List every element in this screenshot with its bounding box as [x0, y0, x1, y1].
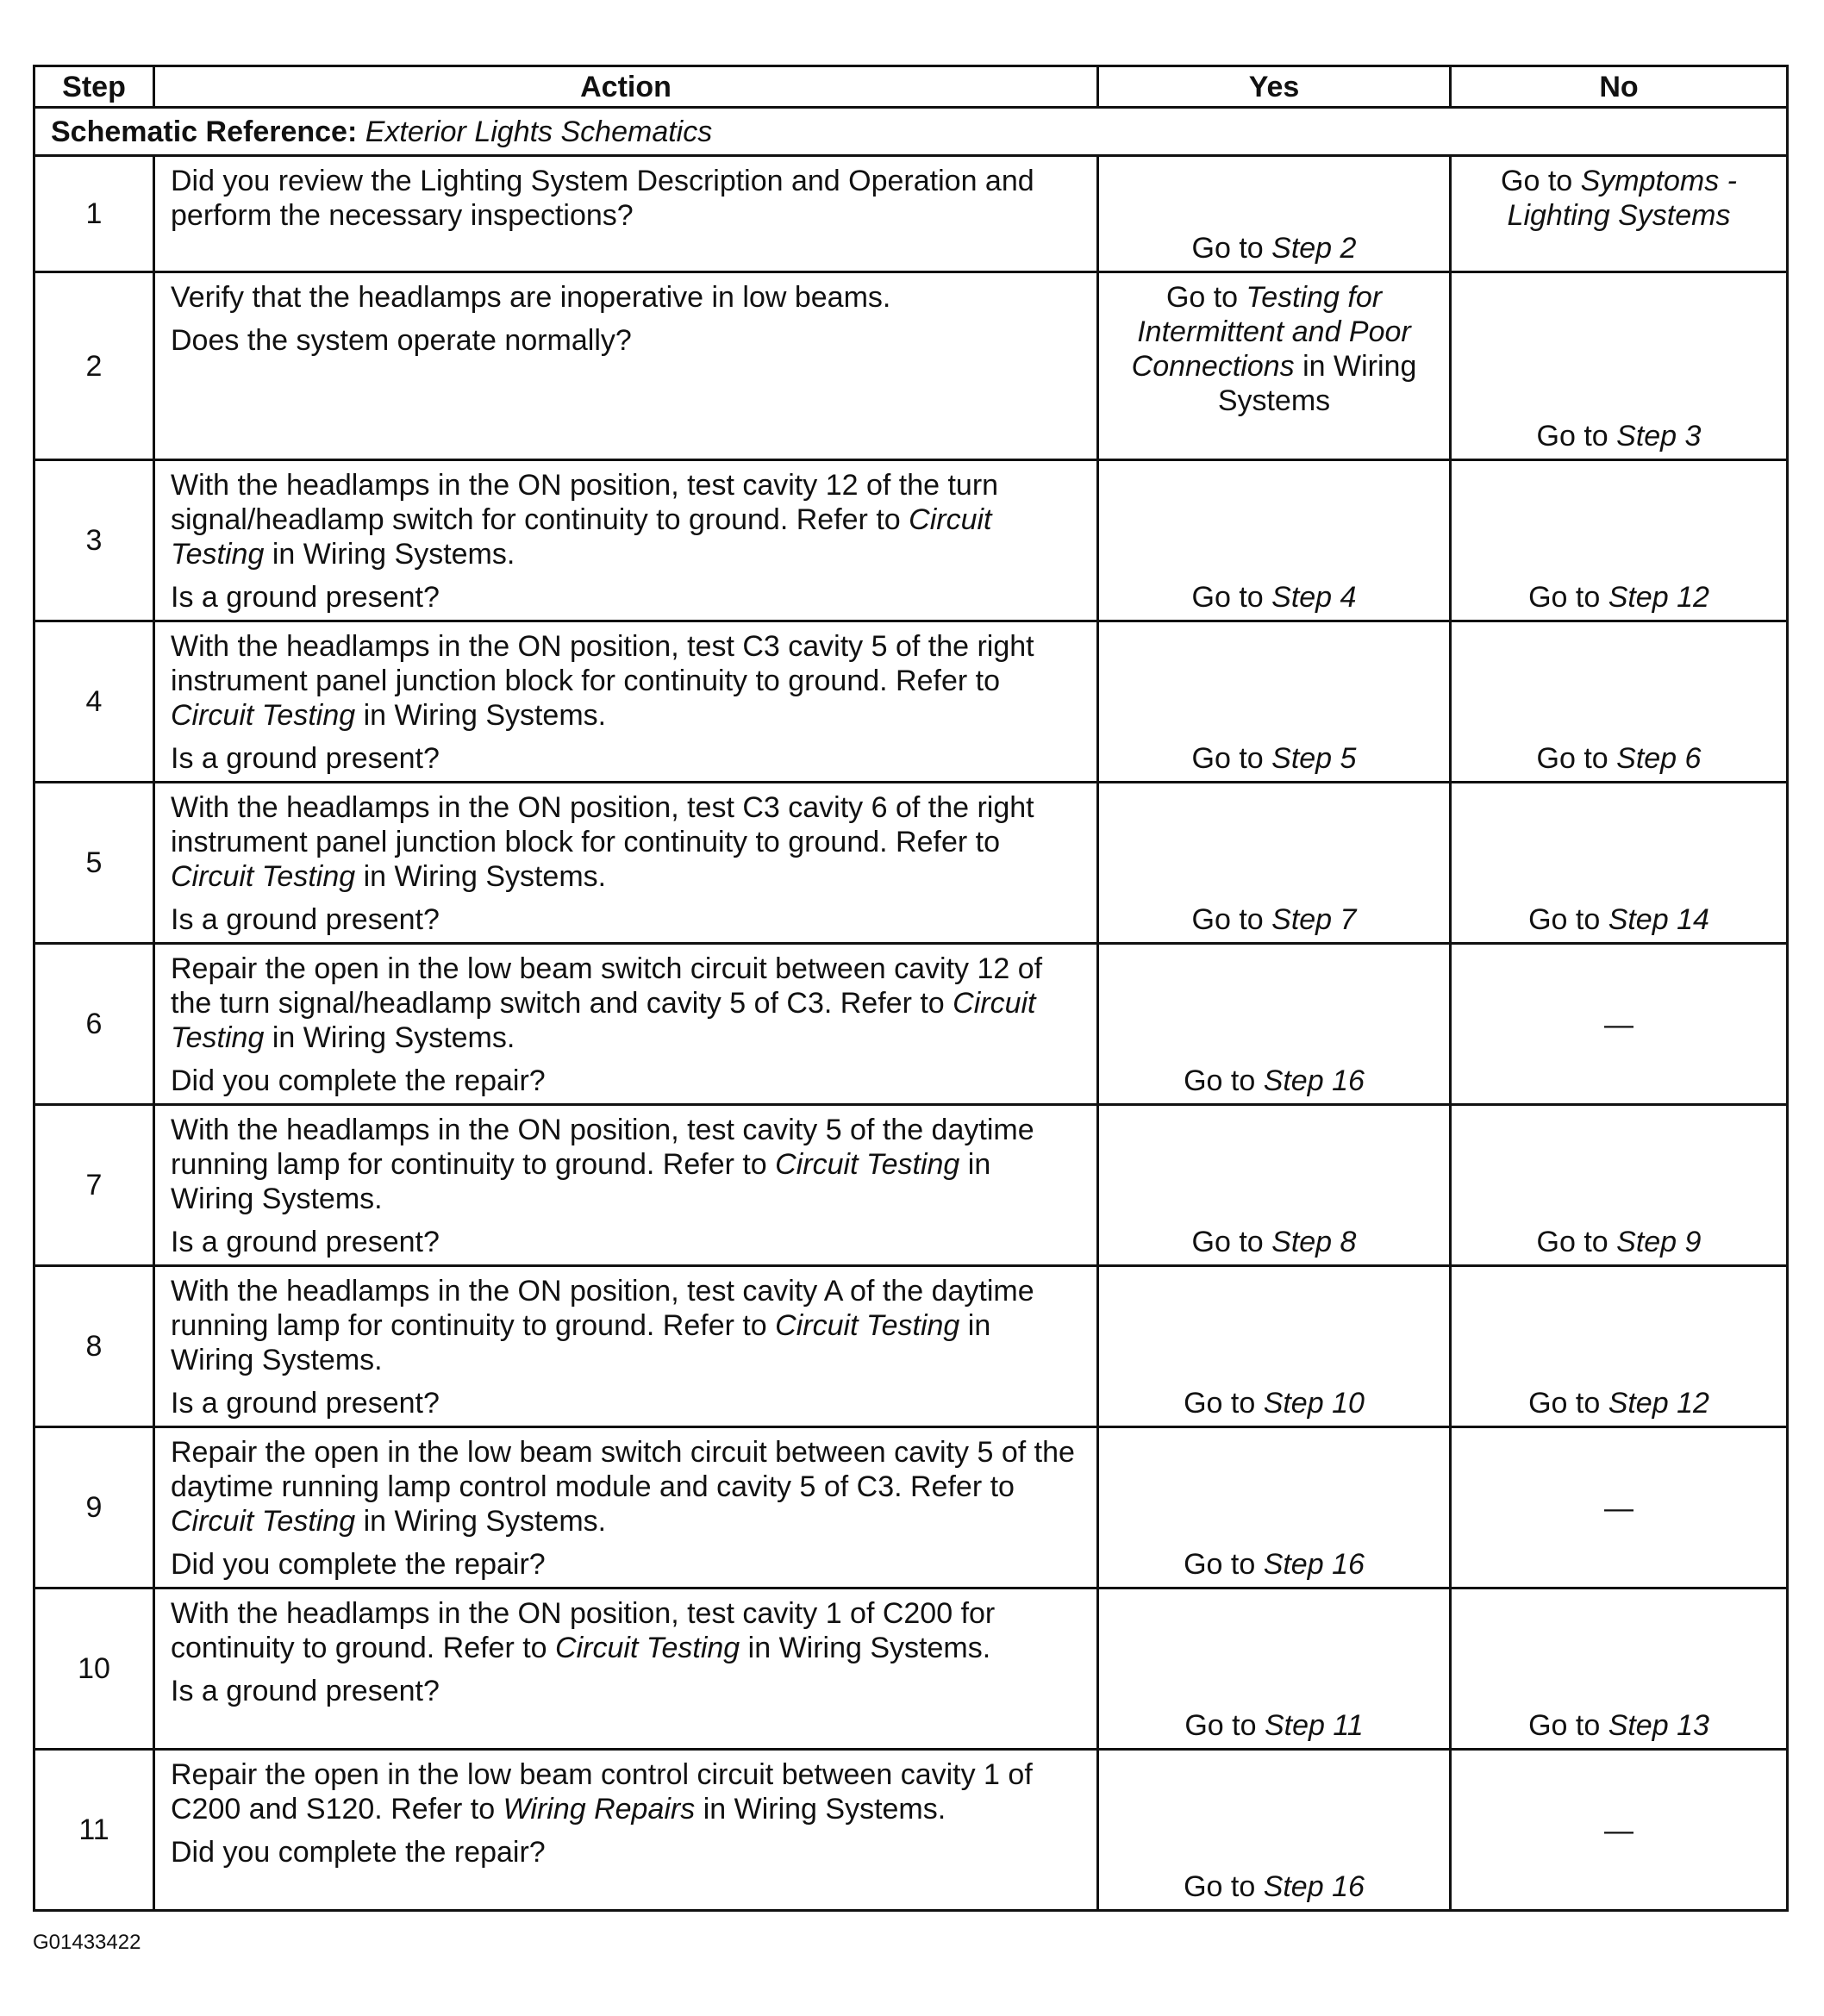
action-question	[171, 1674, 1081, 1708]
text-run: Is a ground present?	[171, 742, 440, 775]
header-yes: Yes	[1098, 66, 1451, 108]
action-cell	[154, 1427, 1098, 1588]
action-cell	[154, 944, 1098, 1105]
text-run: in Wiring Systems.	[355, 860, 607, 893]
text-run: Circuit Testing	[171, 860, 356, 893]
schematic-reference-value: Exterior Lights Schematics	[365, 115, 713, 148]
no-result	[1451, 783, 1788, 944]
text-run: Step 16	[1263, 1064, 1365, 1097]
text-run: Step 14	[1608, 903, 1709, 936]
text-run: Go to	[1191, 742, 1272, 775]
action-cell	[154, 1105, 1098, 1266]
step-row	[34, 783, 1788, 944]
action-text	[171, 629, 1081, 733]
text-run: Circuit Testing	[775, 1309, 960, 1342]
no-result	[1451, 460, 1788, 621]
text-run: With the headlamps in the ON position, test cavity A of the daytime running lamp for continuity to ground. Refer to	[171, 1275, 1034, 1342]
yes-result	[1098, 1266, 1451, 1427]
text-run: in Wiring Systems.	[264, 538, 515, 571]
text-run: With the headlamps in the ON position, test cavity 12 of the turn signal/headlamp switch for continuity to ground. Refer to	[171, 469, 999, 536]
text-run: Did you review the Lighting System Description and Operation and perform the necessary inspections?	[171, 165, 1034, 232]
text-run: Go to	[1528, 1387, 1608, 1420]
text-run: in Wiring Systems.	[695, 1793, 946, 1826]
text-run: Repair the open in the low beam control circuit between cavity 1 of C200 and S120. Refer to	[171, 1758, 1033, 1826]
text-run: Go to	[1536, 420, 1617, 453]
action-question	[171, 902, 1081, 937]
text-run: Go to	[1184, 1870, 1264, 1903]
text-run: Is a ground present?	[171, 1226, 440, 1258]
no-result	[1451, 272, 1788, 460]
action-question	[171, 741, 1081, 776]
text-run: Step 8	[1271, 1226, 1357, 1258]
header-action: Action	[154, 66, 1098, 108]
text-run: in Wiring Systems.	[171, 1309, 991, 1376]
yes-result	[1098, 1427, 1451, 1588]
yes-result	[1098, 1105, 1451, 1266]
text-run: Did you complete the repair?	[171, 1064, 546, 1097]
text-run: —	[1604, 1008, 1633, 1041]
text-run: Step 16	[1263, 1870, 1365, 1903]
action-text	[171, 280, 1081, 315]
text-run: Is a ground present?	[171, 1675, 440, 1707]
yes-result	[1098, 944, 1451, 1105]
action-cell	[154, 783, 1098, 944]
action-text	[171, 1274, 1081, 1377]
yes-result	[1098, 1750, 1451, 1911]
text-run: Step 10	[1263, 1387, 1365, 1420]
yes-result	[1098, 156, 1451, 272]
action-text	[171, 952, 1081, 1055]
no-result	[1451, 1750, 1788, 1911]
text-run: Go to	[1536, 1226, 1617, 1258]
action-text	[171, 790, 1081, 894]
text-run: Symptoms - Lighting Systems	[1507, 165, 1737, 232]
schematic-reference-label: Schematic Reference:	[51, 115, 358, 148]
header-row	[34, 66, 1788, 108]
text-run: in Wiring Systems.	[171, 1148, 991, 1215]
step-row	[34, 944, 1788, 1105]
step-number: 9	[34, 1427, 154, 1588]
step-row	[34, 1427, 1788, 1588]
step-row	[34, 1588, 1788, 1750]
text-run: Verify that the headlamps are inoperative in low beams.	[171, 281, 891, 314]
action-text	[171, 1757, 1081, 1826]
action-question	[171, 1064, 1081, 1098]
action-cell	[154, 621, 1098, 783]
text-run: Go to	[1501, 165, 1581, 197]
text-run: Step 16	[1263, 1548, 1365, 1581]
action-question	[171, 1225, 1081, 1259]
text-run: Step 12	[1608, 581, 1709, 614]
no-result	[1451, 944, 1788, 1105]
text-run: Go to	[1191, 903, 1272, 936]
text-run: Go to	[1165, 281, 1246, 314]
text-run: Go to	[1191, 581, 1272, 614]
text-run: Is a ground present?	[171, 903, 440, 936]
step-row	[34, 272, 1788, 460]
text-run: With the headlamps in the ON position, test cavity 5 of the daytime running lamp for continuity to ground. Refer to	[171, 1114, 1034, 1181]
action-text	[171, 164, 1081, 233]
text-run: Step 6	[1616, 742, 1702, 775]
action-question	[171, 1547, 1081, 1582]
text-run: Circuit Testing	[171, 699, 356, 732]
text-run: Is a ground present?	[171, 1387, 440, 1420]
action-text	[171, 1435, 1081, 1539]
no-result	[1451, 1588, 1788, 1750]
action-question	[171, 1386, 1081, 1420]
text-run: Step 3	[1616, 420, 1702, 453]
text-run: Go to	[1528, 903, 1608, 936]
text-run: in Wiring Systems.	[355, 1505, 607, 1538]
header-no: No	[1451, 66, 1788, 108]
text-run: Step 13	[1608, 1709, 1709, 1742]
action-question	[171, 1835, 1081, 1869]
action-cell	[154, 272, 1098, 460]
no-result	[1451, 1105, 1788, 1266]
text-run: in Wiring Systems	[1217, 350, 1417, 417]
yes-result	[1098, 460, 1451, 621]
text-run: Go to	[1528, 581, 1608, 614]
text-run: Step 12	[1608, 1387, 1709, 1420]
no-result	[1451, 1266, 1788, 1427]
text-run: Step 9	[1616, 1226, 1702, 1258]
yes-result	[1098, 1588, 1451, 1750]
text-run: Go to	[1191, 1226, 1272, 1258]
text-run: Circuit Testing	[171, 503, 992, 571]
text-run: With the headlamps in the ON position, test C3 cavity 6 of the right instrument panel junction block for continuity to ground. Refer to	[171, 791, 1034, 858]
step-number: 7	[34, 1105, 154, 1266]
step-number: 3	[34, 460, 154, 621]
text-run: Repair the open in the low beam switch circuit between cavity 5 of the daytime running lamp control module and cavity 5 of C3. Refer to	[171, 1436, 1075, 1503]
text-run: Step 2	[1271, 232, 1357, 265]
action-question	[171, 323, 1081, 358]
yes-result	[1098, 272, 1451, 460]
step-number: 4	[34, 621, 154, 783]
step-number: 6	[34, 944, 154, 1105]
text-run: —	[1604, 1492, 1633, 1525]
action-cell	[154, 1266, 1098, 1427]
text-run: Did you complete the repair?	[171, 1548, 546, 1581]
step-number: 10	[34, 1588, 154, 1750]
no-result	[1451, 1427, 1788, 1588]
action-text	[171, 1113, 1081, 1216]
step-number: 8	[34, 1266, 154, 1427]
text-run: Go to	[1184, 1387, 1264, 1420]
text-run: Step 7	[1271, 903, 1357, 936]
action-cell	[154, 1588, 1098, 1750]
text-run: Circuit Testing	[171, 1505, 356, 1538]
text-run: Step 11	[1264, 1709, 1364, 1742]
text-run: Wiring Repairs	[503, 1793, 696, 1826]
figure-id: G01433422	[33, 1931, 141, 1954]
action-cell	[154, 1750, 1098, 1911]
text-run: Circuit Testing	[775, 1148, 960, 1181]
step-row	[34, 460, 1788, 621]
text-run: Go to	[1184, 1064, 1264, 1097]
no-result	[1451, 156, 1788, 272]
text-run: in Wiring Systems.	[740, 1632, 991, 1664]
step-row	[34, 156, 1788, 272]
diagnostic-table	[33, 65, 1789, 1912]
step-number: 2	[34, 272, 154, 460]
action-text	[171, 1596, 1081, 1665]
text-run: Go to	[1191, 232, 1272, 265]
text-run: Testing for Intermittent and Poor Connections	[1131, 281, 1411, 383]
yes-result	[1098, 621, 1451, 783]
text-run: Did you complete the repair?	[171, 1836, 546, 1869]
action-cell	[154, 460, 1098, 621]
text-run: Step 5	[1271, 742, 1357, 775]
text-run: Go to	[1528, 1709, 1608, 1742]
action-cell	[154, 156, 1098, 272]
step-number: 11	[34, 1750, 154, 1911]
step-row	[34, 1266, 1788, 1427]
text-run: in Wiring Systems.	[264, 1021, 515, 1054]
yes-result	[1098, 783, 1451, 944]
schematic-reference-row	[34, 108, 1788, 156]
step-row	[34, 621, 1788, 783]
text-run: Go to	[1184, 1548, 1264, 1581]
action-text	[171, 468, 1081, 571]
text-run: Does the system operate normally?	[171, 324, 632, 357]
text-run: With the headlamps in the ON position, test C3 cavity 5 of the right instrument panel junction block for continuity to ground. Refer to	[171, 630, 1034, 697]
action-question	[171, 580, 1081, 615]
schematic-reference	[34, 108, 1788, 156]
text-run: —	[1604, 1814, 1633, 1847]
header-step: Step	[34, 66, 154, 108]
step-number: 1	[34, 156, 154, 272]
text-run: Go to	[1184, 1709, 1265, 1742]
step-row	[34, 1105, 1788, 1266]
text-run: Circuit Testing	[171, 987, 1036, 1054]
text-run: Repair the open in the low beam switch circuit between cavity 12 of the turn signal/headlamp switch and cavity 5 of C3. Refer to	[171, 952, 1043, 1020]
no-result	[1451, 621, 1788, 783]
text-run: Is a ground present?	[171, 581, 440, 614]
text-run: Go to	[1536, 742, 1617, 775]
text-run: Step 4	[1271, 581, 1357, 614]
text-run: Circuit Testing	[555, 1632, 740, 1664]
step-row	[34, 1750, 1788, 1911]
text-run: With the headlamps in the ON position, test cavity 1 of C200 for continuity to ground. Refer to	[171, 1597, 996, 1664]
text-run: in Wiring Systems.	[355, 699, 607, 732]
step-number: 5	[34, 783, 154, 944]
